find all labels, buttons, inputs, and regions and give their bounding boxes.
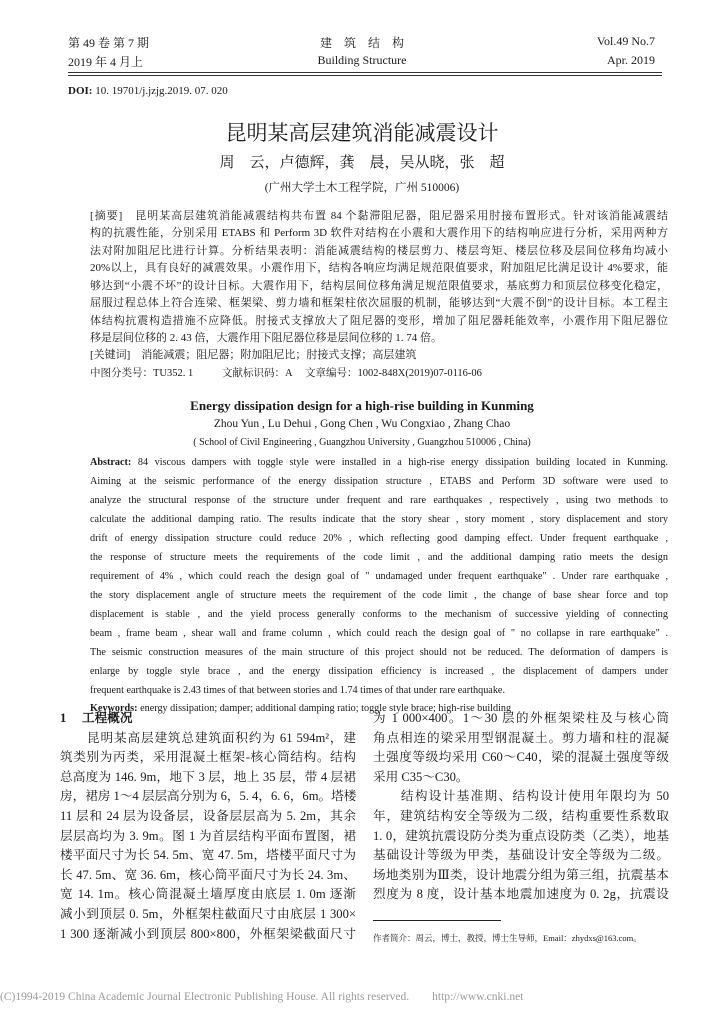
title-cn: 昆明某高层建筑消能减震设计 xyxy=(225,121,499,145)
keywords-cn: [关键词] 消能减震；阻尼器；附加阻尼比；肘接式支撑；高层建筑 xyxy=(90,349,417,361)
clc-number: 中图分类号：TU352. 1 xyxy=(90,368,194,379)
doi-label: DOI: xyxy=(68,85,93,97)
body-line: 烈度为 8 度，设计基本地震加速度为 0. 2g，抗震设 xyxy=(373,887,669,901)
body-line: 层层高均为 3. 9m。图 1 为首层结构平面布置图，裙 xyxy=(60,829,356,843)
affiliation-en: ( School of Civil Engineering , Guangzhou University , Guangzhou 510006 , China) xyxy=(193,437,531,448)
body-line: 土强度等级均采用 C60～C40，梁的混凝土强度等级 xyxy=(373,750,669,764)
body-line: 宽 14. 1m。核心筒混凝土墙厚度由底层 1. 0m 逐渐 xyxy=(60,887,356,901)
abstract-line: the response of structure meets the requirements of the code limit , and the additional damping ratio meets the design xyxy=(90,552,668,563)
abstract-line: Aiming at the seismic performance of the energy dissipation structure , ETABS and Perform 3D software were used to xyxy=(90,476,668,487)
date-cn: 2019 年 4 月上 xyxy=(68,55,144,69)
body-line: 结构设计基准期、结构设计使用年限均为 50 xyxy=(373,789,669,803)
body-line: 场地类别为Ⅲ类，设计地震分组为第三组，抗震基本 xyxy=(373,868,669,882)
body-line: 昆明某高层建筑总建筑面积约为 61 594m²，建 xyxy=(60,731,356,745)
footnote-rule xyxy=(373,920,501,921)
authors-cn: 周 云，卢德辉，龚 晨，吴从晓，张 超 xyxy=(219,155,505,171)
section-heading: 1 工程概况 xyxy=(60,711,133,725)
abstract-line: displacement is stable , and the yield process generally conforms to the mechanism of successive yielding of connecting xyxy=(90,609,668,620)
affiliation-cn: (广州大学土木工程学院，广州 510006) xyxy=(264,182,460,194)
header-rule xyxy=(68,75,662,76)
abstract-line: 体结构抗震构造措施不应降低。肘接式支撑放大了阻尼器的变形，增加了阻尼器耗能效率，小震作用下阻尼器位 xyxy=(90,315,668,327)
abstract-line: enlarge by toggle style brace , and the energy dissipation efficiency is increased , the displacement of dampers under xyxy=(90,666,668,677)
author-footnote: 作者简介：周云，博士，教授，博士生导师，Email：zhydxs@163.com。 xyxy=(373,933,642,943)
abstract-line: 屈服过程总体上符合连梁、框架梁、剪力墙和框架柱依次屈服的机制，能够达到“大震不倒”的设计目标。本工程主 xyxy=(90,297,668,309)
body-line: 长 47. 5m、宽 36. 6m，核心筒平面尺寸为长 24. 3m、 xyxy=(60,868,356,882)
article-number: 文章编号：1002-848X(2019)07-0116-06 xyxy=(305,368,482,379)
date-en: Apr. 2019 xyxy=(607,53,655,67)
abstract-line: the story displacement angle of structure meets the requirement of the code limit , the change of base shear force and top xyxy=(90,590,668,601)
title-en: Energy dissipation design for a high-rise building in Kunming xyxy=(190,398,534,413)
abstract-line: 20%以上，具有良好的减震效果。小震作用下，结构各响应均满足规范限值要求，附加阻尼比满足设计 4%要求，能 xyxy=(90,262,668,274)
abstract-line: requirement of 4% , which could reach the design goal of " undamaged under frequent earthquake" . Under rare earthquake , xyxy=(90,571,668,582)
issue-en: Vol.49 No.7 xyxy=(596,34,655,48)
doi xyxy=(68,85,228,97)
doi-value: 10. 19701/j.jzjg.2019. 07. 020 xyxy=(92,85,228,97)
abstract-line: 法对附加阻尼比进行计算。分析结果表明：消能减震结构的楼层剪力、楼层弯矩、楼层位移及层间位移角均减小 xyxy=(90,245,668,257)
body-line: 总高度为 146. 9m，地下 3 层，地上 35 层，带 4 层裙 xyxy=(60,770,356,784)
abstract-line: [摘要] 昆明某高层建筑消能减震结构共布置 84 个黏滞阻尼器，阻尼器采用肘接布置形式。针对该消能减震结 xyxy=(90,210,668,222)
abstract-text: 84 viscous dampers with toggle style were installed in a high-rise energy dissipation building located in Kunming. xyxy=(131,457,668,468)
abstract-line: calculate the additional damping ratio. The results indicate that the story shear , story moment , story displacement and story xyxy=(90,514,668,525)
abstract-line: frequent earthquake is 2.43 times of that between stories and 1.74 times of that under rare earthquake. xyxy=(90,685,505,696)
issue-cn: 第 49 卷 第 7 期 xyxy=(68,36,150,50)
body-line: 为 1 000×400。1～30 层的外框架梁柱及与核心筒 xyxy=(373,711,669,725)
abstract-line: 构的抗震性能，分别采用 ETABS 和 Perform 3D 软件对结构在小震和大震作用下的结构响应进行分析，采用两种方 xyxy=(90,227,668,239)
body-line: 基础设计等级为甲类，基础设计安全等级为二级。 xyxy=(373,848,669,862)
abstract-line xyxy=(90,454,668,471)
body-line: 减小到顶层 0. 5m，外框架柱截面尺寸由底层 1 300× xyxy=(60,907,356,921)
body-line: 房，裙房 1～4 层层高分别为 6，5. 4，6. 6，6m。塔楼 xyxy=(60,789,356,803)
journal-en: Building Structure xyxy=(317,53,407,67)
journal-cn: 建 筑 结 构 xyxy=(319,36,404,50)
abstract-line: drift of energy dissipation structure could reduce 20% , which reflecting good damping effect. Under frequent earthquake , xyxy=(90,533,668,544)
body-line: 筑类别为丙类，采用混凝土框架-核心筒结构。结构 xyxy=(60,750,356,764)
abstract-line: 移是层间位移的 2. 43 倍，大震作用下阻尼器位移是层间位移的 1. 74 倍。 xyxy=(90,332,442,344)
abstract-line: beam , frame beam , shear wall and frame column , which could reach the design goal of " no collapse in rare earthquake" . xyxy=(90,628,668,639)
authors-en: Zhou Yun , Lu Dehui , Gong Chen , Wu Congxiao , Zhang Chao xyxy=(213,418,511,430)
body-line: 楼平面尺寸为长 54. 5m、宽 47. 5m，塔楼平面尺寸为 xyxy=(60,848,356,862)
body-line: 角点相连的梁采用型钢混凝土。剪力墙和柱的混凝 xyxy=(373,731,669,745)
keywords-label: Keywords: xyxy=(90,703,138,714)
abstract-line: The seismic construction measures of the main structure of this project should not be reduced. The deformation of dampers is xyxy=(90,647,668,658)
body-line: 11 层和 24 层为设备层，设备层层高为 5. 2m，其余 xyxy=(60,809,356,823)
document-code: 文献标识码：A xyxy=(222,368,293,379)
body-line: 1. 0，建筑抗震设防分类为重点设防类（乙类），地基 xyxy=(373,829,669,843)
header-rule xyxy=(68,72,662,73)
copyright-watermark: (C)1994-2019 China Academic Journal Electronic Publishing House. All rights reserved. http://www.cnki.net xyxy=(0,991,524,1003)
abstract-line: analyze the structural response of the structure under frequent and rare earthquakes , respectively , using two methods to xyxy=(90,495,668,506)
body-line: 1 300 逐渐减小到顶层 800×800，外框架梁截面尺寸 xyxy=(60,927,356,941)
body-line: 年，建筑结构安全等级为二级，结构重要性系数取 xyxy=(373,809,669,823)
keywords-text: energy dissipation; damper; additional damping ratio; toggle style brace; high-rise building xyxy=(137,703,512,714)
abstract-line: 够达到“小震不坏”的设计目标。大震作用下，结构层间位移角满足规范限值要求，基底剪力和顶层位移变化稳定， xyxy=(90,280,668,292)
abstract-label: Abstract: xyxy=(90,457,132,468)
body-line: 采用 C35～C30。 xyxy=(373,770,469,784)
